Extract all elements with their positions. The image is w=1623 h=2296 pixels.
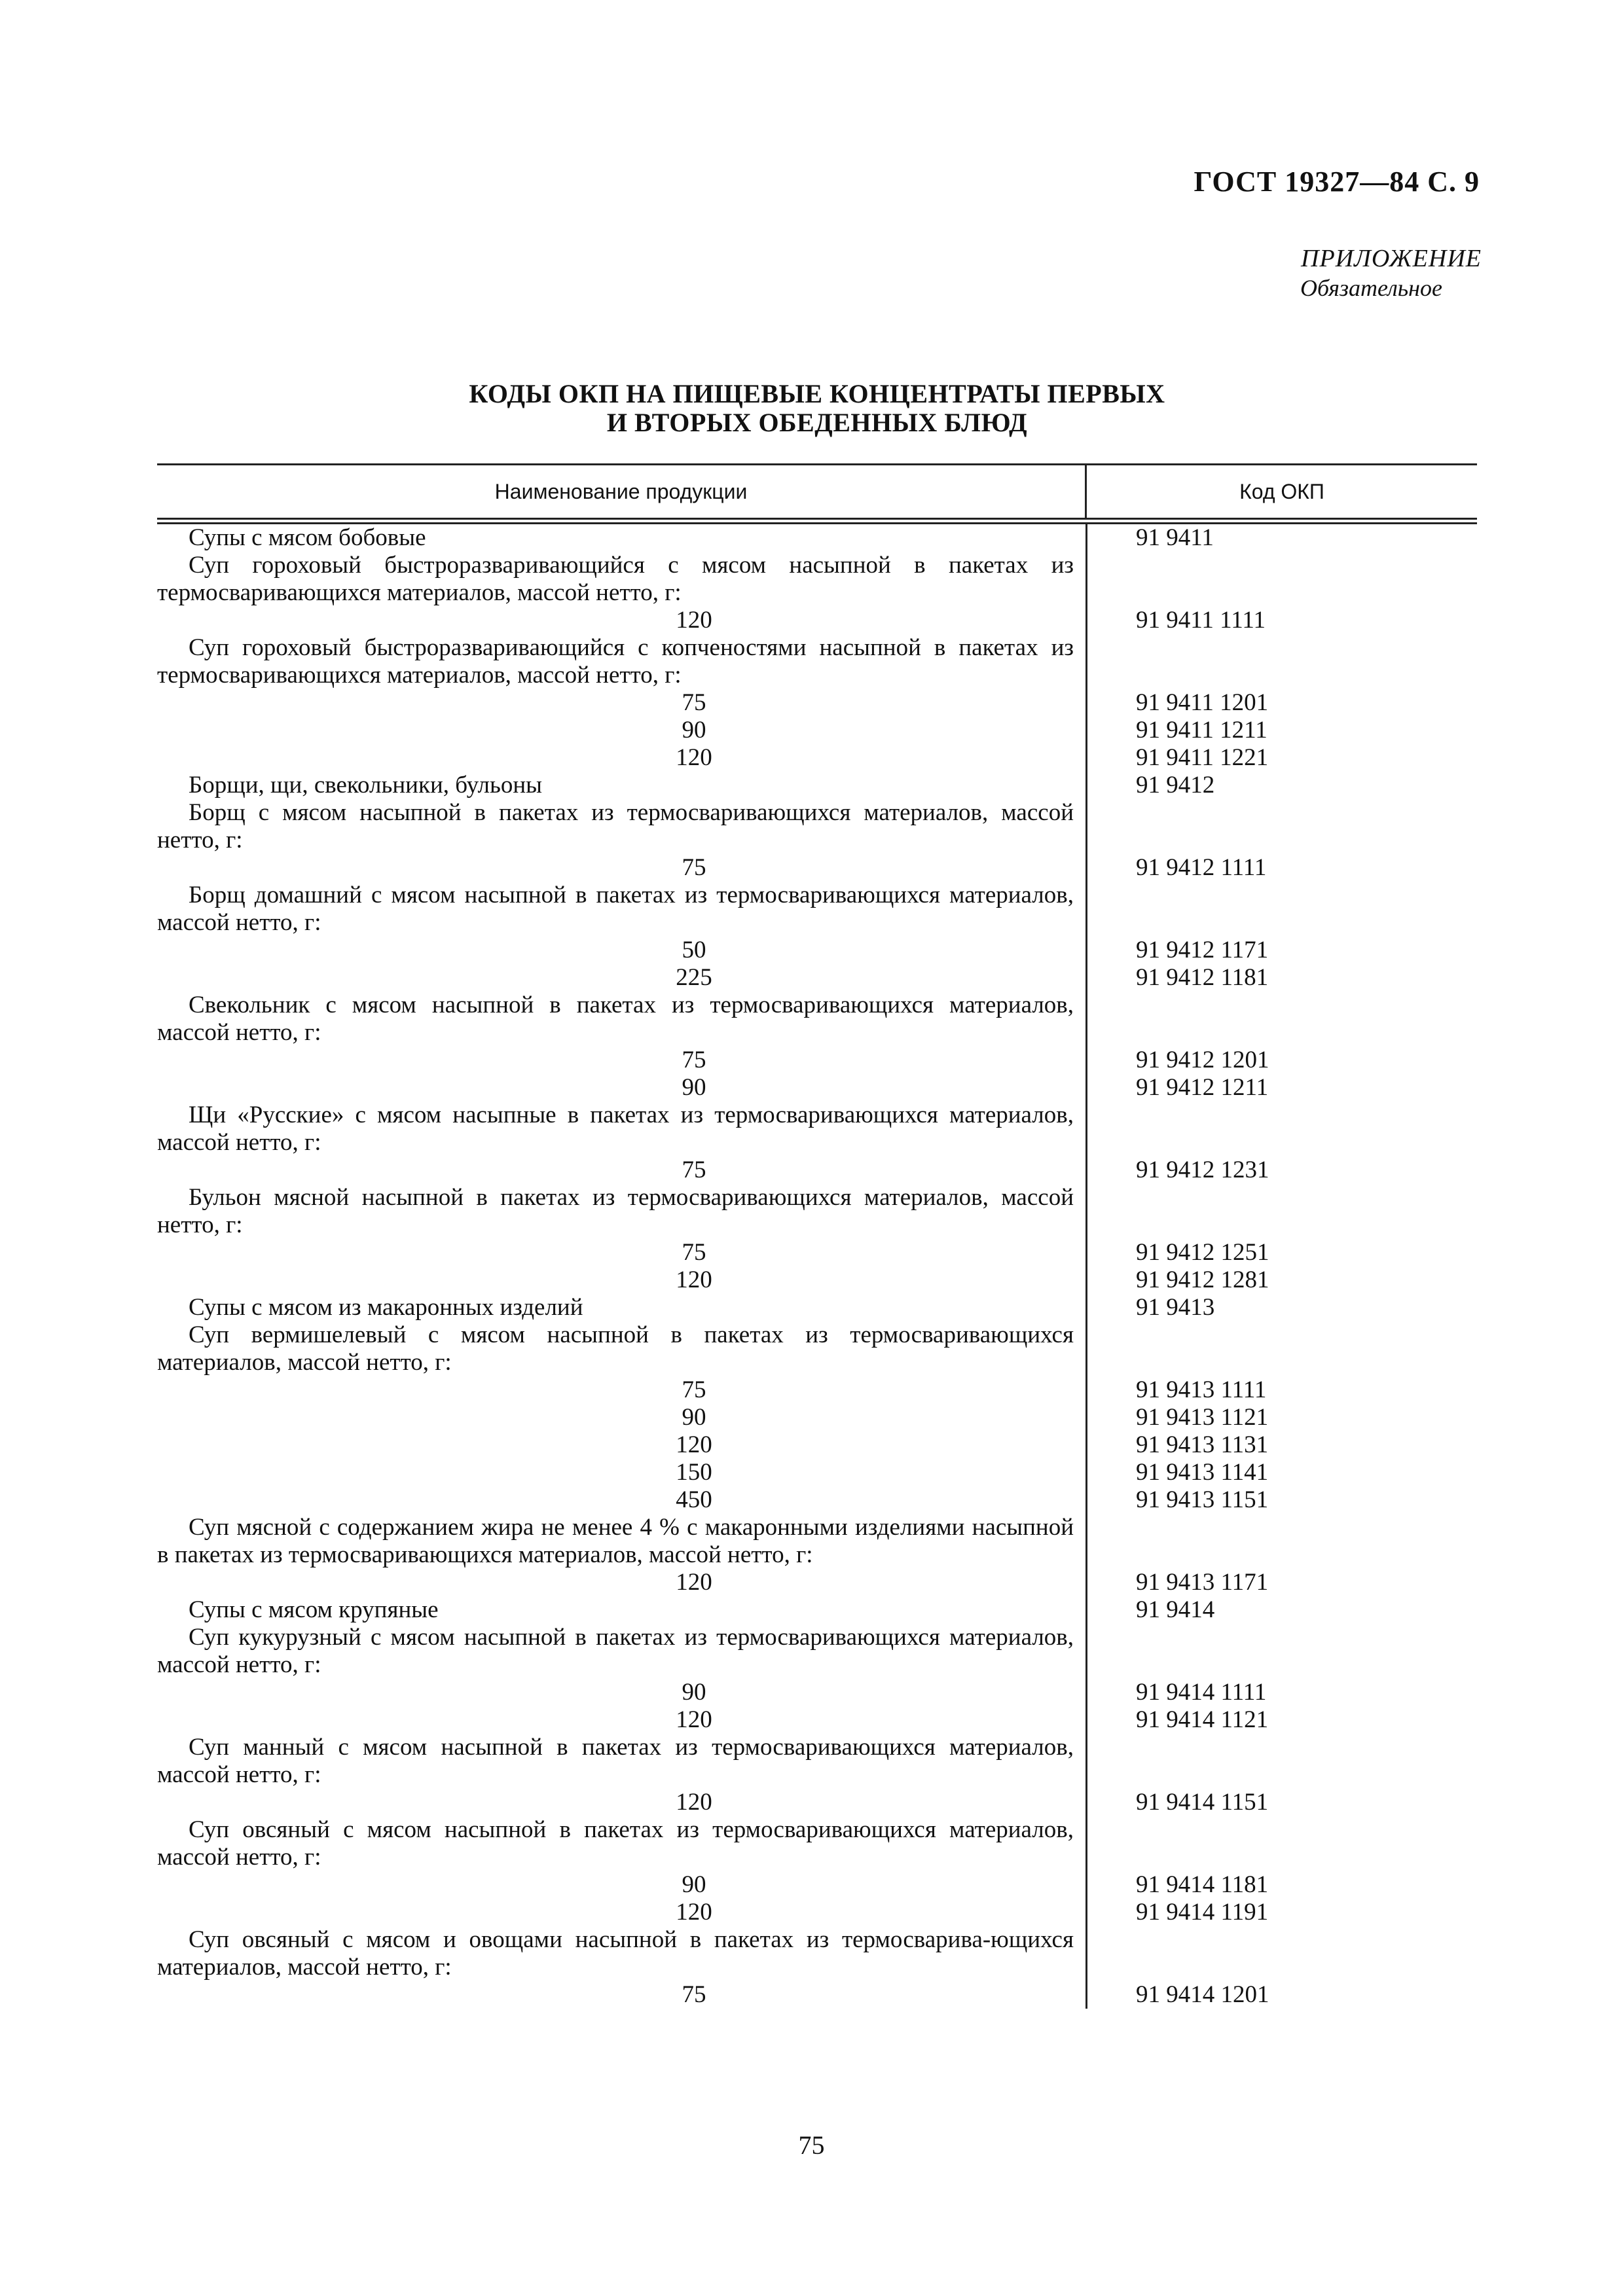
page-number: 75 <box>798 2130 825 2160</box>
table-row <box>157 1624 1477 1679</box>
column-header-name: Наименование продукции <box>157 465 1087 518</box>
okp-code-cell: 91 9411 1201 <box>1136 689 1269 716</box>
product-name-cell: Борщ домашний с мясом насыпной в пакетах из термосваривающихся материалов, массой нетто, г: <box>157 882 1074 936</box>
net-mass-cell: 90 <box>682 1074 706 1101</box>
table-row <box>157 882 1477 937</box>
table-row <box>157 524 1477 552</box>
table-row <box>157 854 1477 882</box>
okp-code-table <box>157 463 1477 2009</box>
table-row <box>157 744 1477 772</box>
appendix-title: ПРИЛОЖЕНИЕ <box>1301 245 1482 272</box>
okp-code-cell: 91 9413 1141 <box>1136 1459 1269 1486</box>
product-name-cell: Супы с мясом из макаронных изделий <box>189 1294 583 1321</box>
net-mass-cell: 120 <box>676 744 712 771</box>
table-row <box>157 1239 1477 1266</box>
okp-code-cell: 91 9412 1111 <box>1136 854 1267 881</box>
net-mass-cell: 120 <box>676 1706 712 1733</box>
product-name-cell: Борщ с мясом насыпной в пакетах из термосваривающихся материалов, массой нетто, г: <box>157 799 1074 853</box>
net-mass-cell: 90 <box>682 1679 706 1706</box>
okp-code-cell: 91 9413 1121 <box>1136 1404 1269 1431</box>
table-row <box>157 1871 1477 1899</box>
product-name-cell: Суп гороховый быстроразваривающийся с копченостями насыпной в пакетах из термосваривающихся материалов, массой нетто, г: <box>157 634 1074 689</box>
table-row <box>157 937 1477 964</box>
okp-code-cell: 91 9412 1171 <box>1136 937 1269 963</box>
product-name-cell: Бульон мясной насыпной в пакетах из термосваривающихся материалов, массой нетто, г: <box>157 1184 1074 1238</box>
table-row <box>157 1459 1477 1486</box>
okp-code-cell: 91 9412 1181 <box>1136 964 1269 991</box>
okp-code-cell: 91 9411 1111 <box>1136 607 1266 634</box>
table-row <box>157 1734 1477 1789</box>
net-mass-cell: 75 <box>682 689 706 716</box>
table-row <box>157 1074 1477 1102</box>
table-row <box>157 1816 1477 1871</box>
net-mass-cell: 120 <box>676 607 712 634</box>
okp-code-cell <box>1074 799 1477 854</box>
product-name-cell: Суп вермишелевый с мясом насыпной в пакетах из термосваривающихся материалов, массой нетто, г: <box>157 1321 1074 1376</box>
table-row <box>157 799 1477 854</box>
net-mass-cell: 90 <box>682 1871 706 1898</box>
okp-code-cell: 91 9413 1171 <box>1136 1569 1269 1596</box>
table-row <box>157 1981 1477 2009</box>
okp-code-cell: 91 9414 1201 <box>1136 1981 1269 2008</box>
document-header: ГОСТ 19327—84 С. 9 <box>1194 166 1480 198</box>
table-row <box>157 1266 1477 1294</box>
net-mass-cell: 225 <box>676 964 712 991</box>
appendix-label <box>1300 243 1482 302</box>
net-mass-cell: 120 <box>676 1266 712 1293</box>
okp-code-cell <box>1074 1926 1477 1981</box>
okp-code-cell: 91 9412 1211 <box>1136 1074 1269 1101</box>
table-row <box>157 689 1477 717</box>
table-row <box>157 1294 1477 1321</box>
product-name-cell: Свекольник с мясом насыпной в пакетах из термосваривающихся материалов, массой нетто, г: <box>157 992 1074 1046</box>
net-mass-cell: 75 <box>682 1981 706 2008</box>
okp-code-cell: 91 9414 1111 <box>1136 1679 1267 1706</box>
product-name-cell: Борщи, щи, свекольники, бульоны <box>189 772 543 798</box>
net-mass-cell: 75 <box>682 1376 706 1403</box>
table-row <box>157 1789 1477 1816</box>
table-row <box>157 1899 1477 1926</box>
okp-code-cell <box>1074 1734 1477 1789</box>
okp-code-cell: 91 9414 1121 <box>1136 1706 1269 1733</box>
okp-code-cell <box>1074 1514 1477 1569</box>
okp-code-cell: 91 9414 1191 <box>1136 1899 1269 1926</box>
net-mass-cell: 75 <box>682 854 706 881</box>
okp-code-cell <box>1074 992 1477 1047</box>
table-row <box>157 772 1477 799</box>
table-row <box>157 1679 1477 1706</box>
table-row <box>157 607 1477 634</box>
okp-code-cell <box>1074 1624 1477 1679</box>
table-row <box>157 1376 1477 1404</box>
net-mass-cell: 450 <box>676 1486 712 1513</box>
table-row <box>157 964 1477 992</box>
table-row <box>157 1404 1477 1431</box>
table-row <box>157 717 1477 744</box>
product-name-cell: Суп кукурузный с мясом насыпной в пакетах из термосваривающихся материалов, массой нетто, г: <box>157 1624 1074 1678</box>
title-line-1: КОДЫ ОКП НА ПИЩЕВЫЕ КОНЦЕНТРАТЫ ПЕРВЫХ <box>469 379 1165 408</box>
okp-code-cell <box>1074 634 1477 689</box>
table-row <box>157 1514 1477 1569</box>
table-header-rule <box>157 518 1477 524</box>
okp-code-cell: 91 9412 1201 <box>1136 1047 1269 1073</box>
product-name-cell: Суп мясной с содержанием жира не менее 4 % с макаронными изделиями насыпной в пакетах из термосваривающихся материалов, массой нетто, г: <box>157 1514 1074 1568</box>
table-row <box>157 992 1477 1047</box>
okp-code-cell: 91 9413 1131 <box>1136 1431 1269 1458</box>
okp-code-cell: 91 9412 1251 <box>1136 1239 1269 1266</box>
net-mass-cell: 75 <box>682 1239 706 1266</box>
product-name-cell: Супы с мясом крупяные <box>189 1596 439 1623</box>
okp-code-cell: 91 9413 <box>1136 1294 1215 1321</box>
column-header-code: Код ОКП <box>1239 479 1324 503</box>
table-row <box>157 1486 1477 1514</box>
table-row <box>157 1926 1477 1981</box>
net-mass-cell: 75 <box>682 1157 706 1183</box>
okp-code-cell: 91 9411 1221 <box>1136 744 1269 771</box>
okp-code-cell <box>1074 552 1477 607</box>
okp-code-cell: 91 9414 <box>1136 1596 1215 1623</box>
net-mass-cell: 120 <box>676 1899 712 1926</box>
okp-code-cell: 91 9414 1181 <box>1136 1871 1269 1898</box>
okp-code-cell <box>1074 1816 1477 1871</box>
table-row <box>157 1184 1477 1239</box>
product-name-cell: Суп гороховый быстроразваривающийся с мясом насыпной в пакетах из термосваривающихся материалов, массой нетто, г: <box>157 552 1074 606</box>
table-row <box>157 1569 1477 1596</box>
net-mass-cell: 120 <box>676 1431 712 1458</box>
okp-code-cell: 91 9413 1151 <box>1136 1486 1269 1513</box>
product-name-cell: Суп овсяный с мясом насыпной в пакетах из термосваривающихся материалов, массой нетто, г: <box>157 1816 1074 1871</box>
table-row <box>157 1157 1477 1184</box>
product-name-cell: Суп манный с мясом насыпной в пакетах из термосваривающихся материалов, массой нетто, г: <box>157 1734 1074 1788</box>
okp-code-cell: 91 9413 1111 <box>1136 1376 1267 1403</box>
okp-code-cell <box>1074 1102 1477 1157</box>
net-mass-cell: 50 <box>682 937 706 963</box>
net-mass-cell: 90 <box>682 1404 706 1431</box>
page-title <box>157 380 1477 437</box>
okp-code-cell <box>1074 882 1477 937</box>
appendix-type: Обязательное <box>1300 275 1442 301</box>
net-mass-cell: 120 <box>676 1789 712 1816</box>
product-name-cell: Щи «Русские» с мясом насыпные в пакетах из термосваривающихся материалов, массой нетто, г: <box>157 1102 1074 1156</box>
title-line-2: И ВТОРЫХ ОБЕДЕННЫХ БЛЮД <box>606 408 1028 437</box>
okp-code-cell: 91 9411 <box>1136 524 1214 551</box>
net-mass-cell: 75 <box>682 1047 706 1073</box>
okp-code-cell: 91 9412 1231 <box>1136 1157 1269 1183</box>
product-name-cell: Суп овсяный с мясом и овощами насыпной в пакетах из термосварива-ющихся материалов, массой нетто, г: <box>157 1926 1074 1981</box>
net-mass-cell: 90 <box>682 717 706 744</box>
net-mass-cell: 120 <box>676 1569 712 1596</box>
okp-code-cell <box>1074 1184 1477 1239</box>
product-name-cell: Супы с мясом бобовые <box>189 524 426 551</box>
table-row <box>157 1706 1477 1734</box>
table-row <box>157 552 1477 607</box>
net-mass-cell: 150 <box>676 1459 712 1486</box>
okp-code-cell: 91 9412 <box>1136 772 1215 798</box>
table-row <box>157 634 1477 689</box>
okp-code-cell: 91 9411 1211 <box>1136 717 1267 744</box>
table-body <box>157 524 1477 2009</box>
table-row <box>157 1596 1477 1624</box>
table-row <box>157 1102 1477 1157</box>
table-header <box>157 465 1477 518</box>
table-row <box>157 1047 1477 1074</box>
table-row <box>157 1321 1477 1376</box>
okp-code-cell: 91 9412 1281 <box>1136 1266 1269 1293</box>
table-row <box>157 1431 1477 1459</box>
okp-code-cell: 91 9414 1151 <box>1136 1789 1269 1816</box>
okp-code-cell <box>1074 1321 1477 1376</box>
